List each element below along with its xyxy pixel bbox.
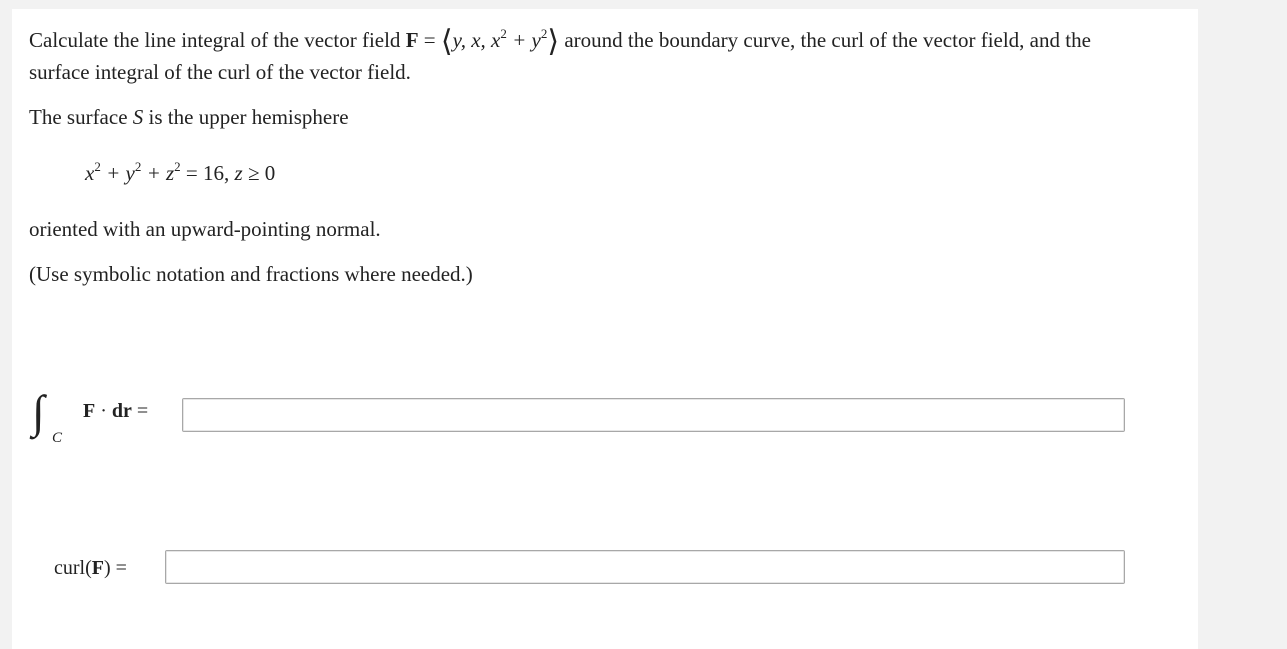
curl-label-post: ) (103, 557, 111, 579)
orientation-text: oriented with an upward-pointing normal. (29, 217, 381, 241)
eq-cond-rest: ≥ 0 (247, 161, 276, 185)
curl-label-F: F (91, 557, 104, 579)
equals-sign: = (423, 28, 436, 52)
curl-label (54, 556, 127, 580)
hemisphere-equation (85, 161, 275, 185)
exponent: 2 (134, 159, 142, 174)
eq-rest: = 16, (185, 161, 230, 185)
left-angle-bracket: ⟨ (440, 25, 453, 58)
exponent: 2 (94, 159, 101, 174)
integrand-dr: dr (111, 400, 132, 422)
exponent: 2 (174, 159, 181, 174)
surface-symbol: S (132, 105, 144, 129)
integrand-equals: = (136, 400, 149, 422)
eq-x: x (85, 161, 95, 185)
exponent: 2 (540, 26, 548, 41)
problem-line-1 (29, 25, 1091, 58)
question-card (12, 9, 1198, 649)
surface-text-b: is the upper hemisphere (148, 105, 349, 129)
intro-text-2: around the boundary curve, the curl of the vector field, and the (564, 28, 1091, 52)
integral-subscript: C (52, 430, 63, 446)
line-integral-answer-input[interactable] (182, 398, 1125, 432)
problem-line-2: surface integral of the curl of the vector field. (29, 60, 411, 84)
integrand-F: F (83, 400, 96, 422)
field-symbol: F (405, 28, 419, 52)
notation-note: (Use symbolic notation and fractions where needed.) (29, 262, 473, 286)
line-integral-label (83, 399, 148, 423)
eq-cond-z: z (234, 161, 243, 185)
curl-equals: = (115, 557, 127, 579)
integral-sign: ∫ (32, 386, 45, 437)
eq-y: + y (106, 161, 135, 185)
curl-answer-input[interactable] (165, 550, 1125, 584)
surface-description (29, 105, 349, 129)
exponent: 2 (500, 26, 507, 41)
curl-label-pre: curl( (54, 557, 92, 579)
integrand-dot: · (100, 400, 107, 422)
field-components: y, x, x (452, 28, 501, 52)
eq-z: + z (146, 161, 175, 185)
right-angle-bracket: ⟩ (547, 25, 560, 58)
intro-text: Calculate the line integral of the vector field (29, 28, 401, 52)
surface-text-a: The surface (29, 105, 128, 129)
field-plus-y: + y (512, 28, 541, 52)
